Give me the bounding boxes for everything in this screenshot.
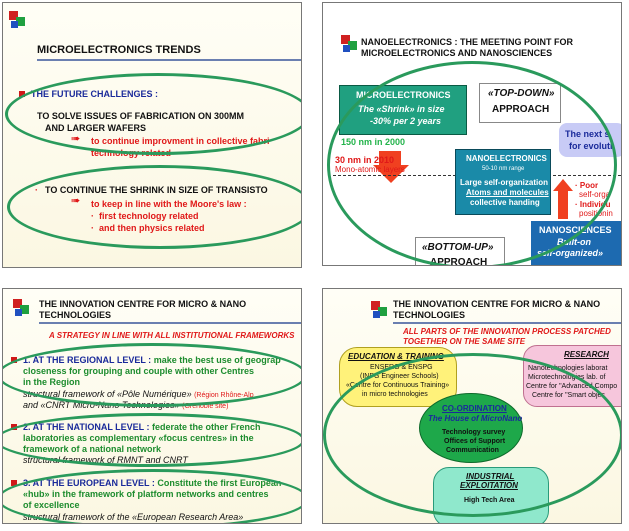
box-title: «BOTTOM-UP» — [422, 242, 494, 253]
logo-icon — [371, 301, 389, 319]
box-text: -30% per 2 years — [370, 116, 442, 126]
dot-icon: · — [91, 223, 94, 233]
slide-microelectronics-trends[interactable] — [2, 2, 302, 268]
level-text: closeness for grouping and couple with other Centres — [23, 366, 255, 376]
slide-title: TECHNOLOGIES — [393, 310, 466, 320]
bullet-text: AND LARGER WAFERS — [45, 123, 146, 133]
box-title: MICROELECTRONICS — [356, 90, 451, 100]
subtitle: ALL PARTS OF THE INNOVATION PROCESS PATCHED — [403, 327, 611, 336]
slide-title: MICROELECTRONICS TRENDS — [37, 44, 201, 56]
logo-icon — [13, 299, 31, 317]
box-title: RESEARCH — [564, 350, 609, 359]
box-title: The House of MicroNano — [428, 414, 523, 423]
challenges-heading: THE FUTURE CHALLENGES : — [31, 89, 158, 99]
slide-innovation-centre-site[interactable] — [322, 288, 622, 524]
box-text: self-organized» — [537, 248, 604, 258]
box-title: INDUSTRIAL — [466, 472, 515, 481]
framework-text: structural framework of «Pôle Numérique» — [23, 389, 192, 399]
slide-title: NANOELECTRONICS : THE MEETING POINT FOR — [361, 37, 574, 47]
level-text: framework of a national network — [23, 444, 162, 454]
subtitle: TOGETHER ON THE SAME SITE — [403, 337, 526, 346]
box-text: The «Shrink» in size — [358, 104, 445, 114]
list-text: · Individu — [575, 200, 611, 209]
box-text: Technology survey — [442, 429, 506, 436]
box-title: NANOELECTRONICS — [466, 154, 547, 163]
level-lead: 1. AT THE REGIONAL LEVEL : — [23, 355, 152, 365]
slide-innovation-centre-strategy[interactable] — [2, 288, 302, 524]
box-text: for evoluti — [569, 141, 613, 151]
level-text: federate the other French — [152, 422, 261, 432]
framework-note: (Grenoble site) — [182, 403, 229, 410]
bullet-text: TO CONTINUE THE SHRINK IN SIZE OF TRANSISTO — [45, 185, 268, 195]
slide-title: THE INNOVATION CENTRE FOR MICRO & NANO — [39, 299, 247, 309]
list-text: · Poor — [575, 181, 599, 190]
label-30nm: 30 nm in 2010 — [335, 155, 395, 165]
box-title: EXPLOITATION — [460, 481, 518, 490]
box-text: High Tech Area — [464, 497, 515, 504]
logo-icon — [341, 35, 359, 53]
title-rule — [393, 322, 621, 324]
logo-icon — [9, 11, 27, 29]
slide-title: MICROELECTRONICS AND NANOSCIENCES — [361, 48, 553, 58]
slide-title: TECHNOLOGIES — [39, 310, 112, 320]
framework-note: (Région Rhône-Alp — [194, 392, 254, 399]
slide-title: THE INNOVATION CENTRE FOR MICRO & NANO — [393, 299, 601, 309]
highlight-oval — [323, 353, 622, 517]
box-title: «TOP-DOWN» — [488, 88, 555, 99]
framework-text: structural framework of the «European Research Area» — [23, 512, 244, 522]
level-text: «hub» in the framework of platform networks and centres — [23, 489, 269, 499]
level-lead: 2. AT THE NATIONAL LEVEL : — [23, 422, 150, 432]
highlight-oval — [2, 469, 302, 524]
bullet-subtext: and then physics related — [99, 223, 205, 233]
arrow-icon: ➠ — [71, 133, 81, 145]
dot-icon: · — [35, 185, 38, 195]
highlight-oval — [7, 165, 302, 249]
box-text: Large self-organization — [460, 178, 549, 187]
level-text: Constitute the first European — [157, 478, 282, 488]
level-text: make the best use of geograp — [153, 355, 281, 365]
highlight-oval — [5, 73, 302, 155]
box-text: Centre for "Advanced Compo — [526, 383, 618, 390]
box-text: Built-on — [557, 237, 591, 247]
box-text: Offices of Support — [444, 438, 506, 445]
highlight-oval — [2, 343, 302, 407]
list-text: positionin — [579, 209, 613, 218]
box-text: Microtechnologies lab. of — [528, 374, 606, 381]
box-text: collective handing — [470, 198, 540, 207]
bullet-text: TO SOLVE ISSUES OF FABRICATION ON 300MM — [37, 111, 245, 121]
box-text: Centre for "Smart objec — [532, 392, 605, 399]
box-title: NANOSCIENCES — [539, 225, 612, 235]
box-text: in micro technologies — [362, 391, 428, 398]
list-text: self-orga — [579, 190, 611, 199]
label-mono: Mono-atomic layers — [335, 165, 405, 174]
title-rule — [37, 59, 301, 61]
framework-text: structural framework of RMNT and CNRT — [23, 455, 188, 465]
box-text: 50-10 nm range — [482, 166, 525, 172]
highlight-oval — [327, 61, 617, 266]
highlight-oval — [2, 413, 302, 467]
dot-icon: · — [91, 211, 94, 221]
box-text: «Centre for Continuous Training» — [346, 382, 450, 389]
box-text: Communication — [446, 447, 499, 454]
box-text: (INPG Engineer Schools) — [360, 373, 439, 380]
box-text: The next s — [565, 129, 610, 139]
box-text: Nanotechnologies laborat — [528, 365, 608, 372]
bullet-subtext: to continue improvment in collective fabri — [91, 136, 270, 146]
level-lead: 3. AT THE EUROPEAN LEVEL : — [23, 478, 155, 488]
arrow-icon: ➠ — [71, 195, 81, 207]
label-150nm: 150 nm in 2000 — [341, 137, 406, 147]
box-text: Atoms and molecules — [466, 188, 549, 197]
level-text: in the Region — [23, 377, 80, 387]
bullet-subtext: technology related — [91, 148, 172, 158]
level-text: of excellence — [23, 500, 80, 510]
box-title: APPROACH — [492, 104, 550, 115]
box-title: APPROACH — [430, 257, 488, 266]
box-text: ENSERG & ENSPG — [370, 364, 433, 371]
level-text: laboratories as complementary «focus centres» in the — [23, 433, 254, 443]
box-title: CO-ORDINATION — [442, 404, 507, 413]
title-rule — [39, 322, 301, 324]
slide-nanoelectronics[interactable] — [322, 2, 622, 266]
bullet-subtext: to keep in line with the Moore's law : — [91, 199, 247, 209]
box-title: EDUCATION & TRAINING — [348, 352, 444, 361]
framework-text: and «CNRT Micro-Nano Technologies» — [23, 400, 180, 410]
bullet-subtext: first technology related — [99, 211, 199, 221]
strategy-subtitle: A STRATEGY IN LINE WITH ALL INSTITUTIONAL FRAMEWORKS — [49, 331, 295, 340]
